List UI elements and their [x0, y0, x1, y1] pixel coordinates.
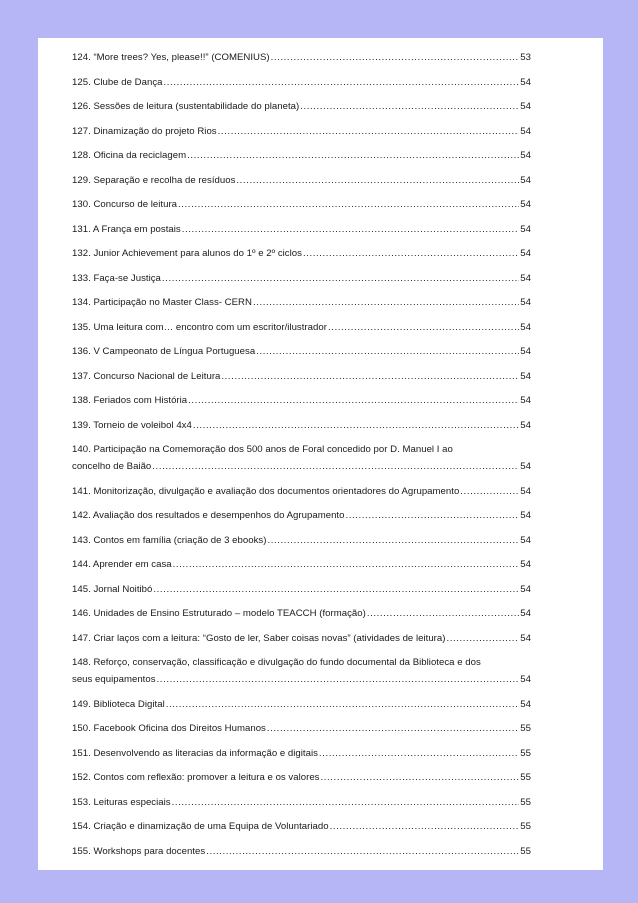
toc-entry-page: 55	[520, 723, 531, 734]
toc-entry[interactable]	[72, 297, 531, 309]
toc-entry-page: 54	[520, 321, 531, 333]
toc-entry-page: 54	[520, 583, 531, 595]
dot-leader	[256, 346, 519, 358]
toc-entry[interactable]	[72, 846, 531, 858]
toc-entry[interactable]	[72, 224, 531, 236]
toc-entry-page: 54	[520, 297, 531, 308]
toc-entry[interactable]	[72, 510, 531, 522]
toc-entry[interactable]	[72, 101, 531, 113]
dot-leader	[330, 821, 520, 833]
toc-entry-title: 155. Workshops para docentes	[72, 845, 206, 857]
dot-leader	[188, 395, 519, 407]
toc-entry-page: 55	[520, 845, 531, 857]
toc-entry-page: 54	[520, 559, 531, 570]
toc-entry-page: 54	[520, 608, 531, 619]
toc-entry-page: 54	[520, 150, 531, 161]
toc-entry-page: 53	[520, 52, 531, 63]
toc-entry-title: 145. Jornal Noitibó	[72, 583, 153, 595]
toc-entry-page: 54	[520, 674, 531, 685]
toc-entry[interactable]	[72, 346, 531, 358]
toc-entry-page: 54	[520, 346, 531, 357]
toc-entry-title: 127. Dinamização do projeto Rios	[72, 125, 217, 137]
dot-leader	[328, 322, 519, 334]
dot-leader	[162, 273, 519, 285]
dot-leader	[236, 175, 519, 187]
toc-entry[interactable]	[72, 797, 531, 809]
dot-leader	[345, 510, 519, 522]
toc-entry-page: 54	[520, 461, 531, 472]
toc-entry-page: 54	[520, 698, 531, 710]
toc-entry-page: 54	[520, 223, 531, 235]
dot-leader	[271, 52, 520, 64]
toc-entry[interactable]	[72, 175, 531, 187]
toc-entry[interactable]	[72, 821, 531, 833]
toc-entry-title: seus equipamentos	[72, 674, 156, 685]
dot-leader	[367, 608, 519, 620]
toc-entry[interactable]	[72, 150, 531, 162]
toc-entry-title: 143. Contos em família (criação de 3 ebooks)	[72, 534, 267, 546]
toc-entry-page: 54	[520, 174, 531, 186]
toc-entry-title: 132. Junior Achievement para alunos do 1º e 2º ciclos	[72, 248, 302, 259]
toc-entry[interactable]	[72, 322, 531, 334]
toc-entry-page: 54	[520, 248, 531, 259]
toc-entry[interactable]	[72, 723, 531, 735]
toc-entry[interactable]	[72, 486, 531, 498]
toc-entry[interactable]	[72, 199, 531, 211]
dot-leader	[300, 101, 519, 113]
toc-entry-page: 54	[520, 632, 531, 644]
toc-entry-title: 139. Torneio de voleibol 4x4	[72, 419, 192, 431]
dot-leader	[173, 559, 520, 571]
table-of-contents	[72, 52, 531, 870]
toc-entry-title: 154. Criação e dinamização de uma Equipa de Voluntariado	[72, 821, 329, 832]
toc-entry-title: 130. Concurso de leitura	[72, 199, 178, 210]
toc-entry-title-line-1: 140. Participação na Comemoração dos 500 anos de Foral concedido por D. Manuel I ao	[72, 444, 453, 455]
toc-entry-title: 133. Faça-se Justiça	[72, 272, 161, 284]
toc-entry[interactable]	[72, 248, 531, 260]
toc-entry[interactable]	[72, 559, 531, 571]
toc-entry-title: 124. “More trees? Yes, please!!” (COMENIUS)	[72, 52, 270, 63]
toc-entry-title: 150. Facebook Oficina dos Direitos Humanos	[72, 723, 266, 734]
dot-leader	[193, 420, 519, 432]
toc-entry-title: 131. A França em postais	[72, 223, 181, 235]
toc-entry-title: 144. Aprender em casa	[72, 559, 172, 570]
toc-entry[interactable]	[72, 584, 531, 596]
dot-leader	[153, 584, 519, 596]
dot-leader	[321, 772, 520, 784]
toc-entry-title: 136. V Campeonato de Língua Portuguesa	[72, 346, 256, 357]
dot-leader	[460, 486, 519, 498]
toc-entry-title: 153. Leituras especiais	[72, 796, 171, 808]
toc-entry-page: 54	[520, 510, 531, 521]
toc-entry[interactable]	[72, 126, 531, 138]
toc-entry[interactable]	[72, 444, 531, 473]
toc-entry-page: 55	[520, 772, 531, 783]
toc-entry[interactable]	[72, 699, 531, 711]
dot-leader	[172, 797, 520, 809]
toc-entry[interactable]	[72, 608, 531, 620]
toc-entry[interactable]	[72, 371, 531, 383]
toc-entry-page: 54	[520, 199, 531, 210]
toc-entry-page: 54	[520, 76, 531, 88]
toc-entry-title: 149. Biblioteca Digital	[72, 698, 165, 710]
toc-entry-page: 54	[520, 419, 531, 431]
toc-entry-page: 55	[520, 747, 531, 759]
dot-leader	[187, 150, 519, 162]
toc-entry[interactable]	[72, 657, 531, 686]
toc-entry-title: concelho de Baião	[72, 461, 152, 472]
dot-leader	[182, 224, 520, 236]
toc-entry[interactable]	[72, 420, 531, 432]
dot-leader	[253, 297, 519, 309]
toc-entry[interactable]	[72, 52, 531, 64]
toc-entry-title: 134. Participação no Master Class- CERN	[72, 297, 252, 308]
toc-entry-title: 125. Clube de Dança	[72, 76, 163, 88]
toc-entry-page: 54	[520, 534, 531, 546]
toc-entry-title: 147. Criar laços com a leitura: “Gosto de ler, Saber coisas novas” (atividades de leitura)	[72, 632, 446, 644]
toc-entry-title: 129. Separação e recolha de resíduos	[72, 174, 236, 186]
dot-leader	[303, 248, 519, 260]
toc-entry-title-line-1: 148. Reforço, conservação, classificação e divulgação do fundo documental da Biblioteca e dos	[72, 657, 481, 668]
toc-entry-title: 135. Uma leitura com… encontro com um escritor/ilustrador	[72, 321, 327, 333]
dot-leader	[218, 126, 520, 138]
dot-leader	[446, 633, 519, 645]
dot-leader	[152, 461, 519, 473]
toc-entry[interactable]	[72, 395, 531, 407]
toc-entry-page: 54	[520, 101, 531, 112]
dot-leader	[319, 748, 519, 760]
toc-entry-page: 54	[520, 395, 531, 406]
toc-entry[interactable]	[72, 772, 531, 784]
toc-entry-page: 54	[520, 125, 531, 137]
toc-entry[interactable]	[72, 77, 531, 89]
toc-entry-title: 128. Oficina da reciclagem	[72, 150, 187, 161]
toc-entry-title: 137. Concurso Nacional de Leitura	[72, 370, 221, 382]
toc-entry-page: 55	[520, 796, 531, 808]
toc-entry[interactable]	[72, 535, 531, 547]
toc-entry-page: 54	[520, 485, 531, 497]
toc-entry[interactable]	[72, 273, 531, 285]
toc-entry-title: 138. Feriados com História	[72, 395, 188, 406]
toc-entry-title: 141. Monitorização, divulgação e avaliação dos documentos orientadores do Agrupamento	[72, 485, 460, 497]
toc-entry-page: 55	[520, 821, 531, 832]
dot-leader	[221, 371, 519, 383]
dot-leader	[164, 77, 520, 89]
toc-entry-title: 146. Unidades de Ensino Estruturado – modelo TEACCH (formação)	[72, 608, 366, 619]
toc-entry-title: 142. Avaliação dos resultados e desempenhos do Agrupamento	[72, 510, 345, 521]
toc-entry-page: 54	[520, 370, 531, 382]
dot-leader	[267, 723, 519, 735]
toc-entry-title: 151. Desenvolvendo as literacias da informação e digitais	[72, 747, 318, 759]
toc-entry-title: 126. Sessões de leitura (sustentabilidade do planeta)	[72, 101, 300, 112]
toc-entry[interactable]	[72, 633, 531, 645]
toc-entry-page: 54	[520, 272, 531, 284]
dot-leader	[206, 846, 519, 858]
dot-leader	[166, 699, 520, 711]
toc-entry[interactable]	[72, 748, 531, 760]
dot-leader	[178, 199, 519, 211]
toc-entry-title: 152. Contos com reflexão: promover a leitura e os valores	[72, 772, 320, 783]
dot-leader	[157, 674, 520, 686]
dot-leader	[267, 535, 519, 547]
